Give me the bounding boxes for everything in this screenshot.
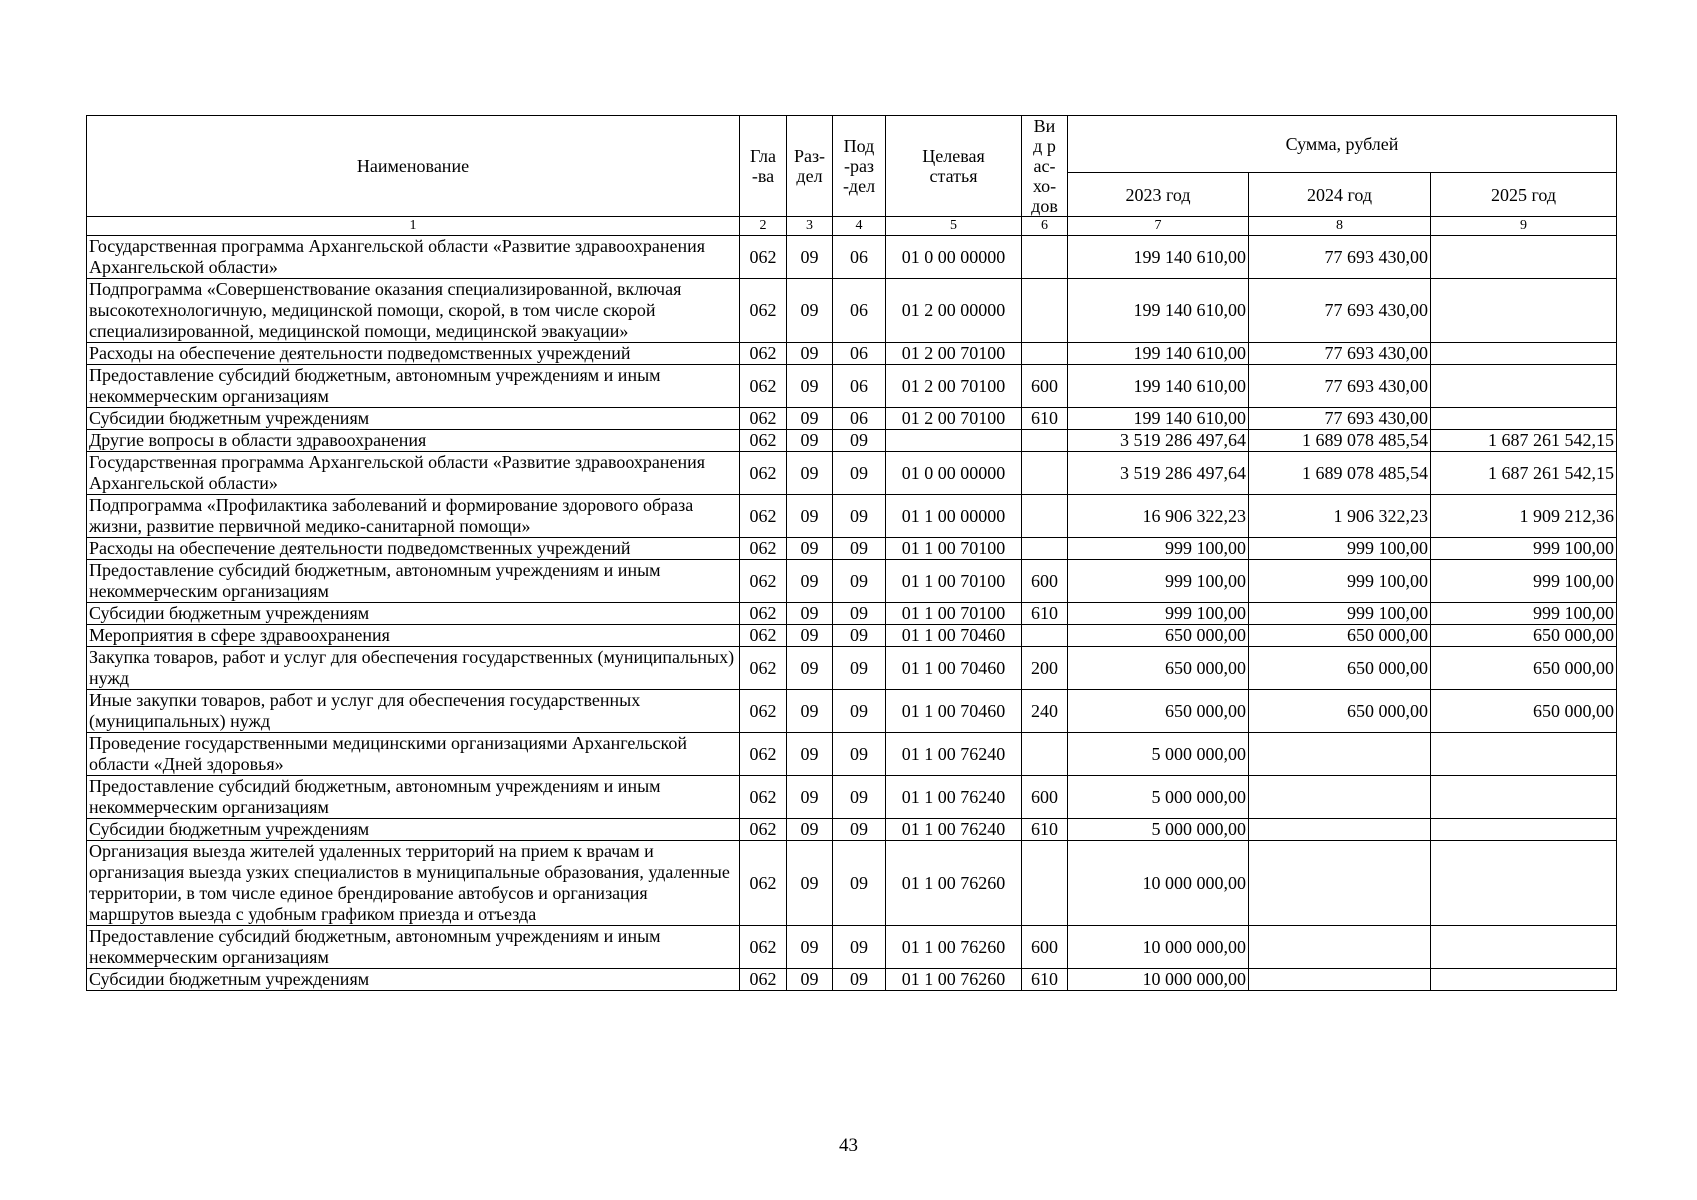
cell-name: Расходы на обеспечение деятельности подведомственных учреждений: [87, 343, 740, 365]
cell-target: 01 0 00 00000: [886, 452, 1022, 495]
cell-podrazdel: 09: [833, 452, 886, 495]
cell-razdel: 09: [787, 647, 833, 690]
cell-y2025: 999 100,00: [1431, 603, 1617, 625]
header-2024: 2024 год: [1249, 173, 1431, 217]
cell-glava: 062: [740, 236, 787, 279]
cell-y2025: [1431, 343, 1617, 365]
cell-glava: 062: [740, 495, 787, 538]
header-glava: Гла-ва: [740, 116, 787, 217]
cell-vid: 600: [1022, 365, 1068, 408]
cell-y2024: 77 693 430,00: [1249, 408, 1431, 430]
cell-y2023: 199 140 610,00: [1068, 408, 1249, 430]
cell-y2024: 650 000,00: [1249, 690, 1431, 733]
cell-name: Другие вопросы в области здравоохранения: [87, 430, 740, 452]
cell-y2025: 650 000,00: [1431, 647, 1617, 690]
cell-y2023: 650 000,00: [1068, 625, 1249, 647]
cell-name: Иные закупки товаров, работ и услуг для обеспечения государственных (муниципальных) нужд: [87, 690, 740, 733]
cell-y2024: [1249, 841, 1431, 926]
table-row: [87, 647, 1617, 690]
column-number: 3: [787, 217, 833, 236]
cell-vid: [1022, 538, 1068, 560]
cell-y2023: 10 000 000,00: [1068, 841, 1249, 926]
cell-target: 01 0 00 00000: [886, 236, 1022, 279]
page-number: 43: [839, 1135, 858, 1156]
cell-vid: 240: [1022, 690, 1068, 733]
cell-y2024: 77 693 430,00: [1249, 365, 1431, 408]
cell-y2023: 5 000 000,00: [1068, 819, 1249, 841]
cell-razdel: 09: [787, 733, 833, 776]
cell-razdel: 09: [787, 926, 833, 969]
cell-name: Закупка товаров, работ и услуг для обеспечения государственных (муниципальных) нужд: [87, 647, 740, 690]
cell-y2023: 999 100,00: [1068, 603, 1249, 625]
cell-target: 01 1 00 70460: [886, 690, 1022, 733]
table-row: [87, 495, 1617, 538]
cell-razdel: 09: [787, 365, 833, 408]
cell-vid: 200: [1022, 647, 1068, 690]
cell-y2023: 199 140 610,00: [1068, 236, 1249, 279]
cell-y2025: 650 000,00: [1431, 625, 1617, 647]
cell-razdel: 09: [787, 408, 833, 430]
cell-y2023: 5 000 000,00: [1068, 733, 1249, 776]
cell-razdel: 09: [787, 343, 833, 365]
cell-y2024: [1249, 926, 1431, 969]
column-number: 7: [1068, 217, 1249, 236]
cell-y2024: 77 693 430,00: [1249, 236, 1431, 279]
header-podrazdel: Под-раз-дел: [833, 116, 886, 217]
cell-target: 01 2 00 70100: [886, 343, 1022, 365]
table-row: [87, 236, 1617, 279]
table-row: [87, 279, 1617, 343]
table-row: [87, 343, 1617, 365]
cell-vid: [1022, 841, 1068, 926]
cell-y2024: 1 906 322,23: [1249, 495, 1431, 538]
cell-y2023: 999 100,00: [1068, 538, 1249, 560]
cell-razdel: 09: [787, 279, 833, 343]
column-number: 6: [1022, 217, 1068, 236]
cell-podrazdel: 09: [833, 603, 886, 625]
cell-y2024: [1249, 819, 1431, 841]
cell-y2025: 999 100,00: [1431, 538, 1617, 560]
table-row: [87, 408, 1617, 430]
cell-y2025: [1431, 365, 1617, 408]
table-row: [87, 430, 1617, 452]
cell-podrazdel: 09: [833, 733, 886, 776]
cell-target: 01 2 00 00000: [886, 279, 1022, 343]
cell-name: Мероприятия в сфере здравоохранения: [87, 625, 740, 647]
cell-vid: 610: [1022, 408, 1068, 430]
cell-target: 01 1 00 76240: [886, 733, 1022, 776]
table-row: [87, 452, 1617, 495]
cell-y2025: [1431, 776, 1617, 819]
cell-podrazdel: 06: [833, 365, 886, 408]
cell-vid: [1022, 625, 1068, 647]
cell-y2025: [1431, 408, 1617, 430]
cell-razdel: 09: [787, 430, 833, 452]
cell-glava: 062: [740, 538, 787, 560]
cell-y2024: 77 693 430,00: [1249, 279, 1431, 343]
cell-y2024: 650 000,00: [1249, 625, 1431, 647]
table-row: [87, 603, 1617, 625]
header-target: Целевая статья: [886, 116, 1022, 217]
cell-vid: [1022, 452, 1068, 495]
cell-y2024: 1 689 078 485,54: [1249, 430, 1431, 452]
table-row: [87, 819, 1617, 841]
cell-y2025: [1431, 236, 1617, 279]
table-body: [87, 236, 1617, 991]
cell-podrazdel: 09: [833, 776, 886, 819]
cell-name: Субсидии бюджетным учреждениям: [87, 969, 740, 991]
cell-y2025: 650 000,00: [1431, 690, 1617, 733]
cell-y2025: 1 909 212,36: [1431, 495, 1617, 538]
cell-razdel: 09: [787, 625, 833, 647]
table-row: [87, 733, 1617, 776]
column-number: 5: [886, 217, 1022, 236]
cell-name: Государственная программа Архангельской области «Развитие здравоохранения Архангельской области»: [87, 236, 740, 279]
cell-y2025: [1431, 841, 1617, 926]
cell-name: Государственная программа Архангельской области «Развитие здравоохранения Архангельской области»: [87, 452, 740, 495]
cell-y2023: 650 000,00: [1068, 690, 1249, 733]
cell-podrazdel: 09: [833, 538, 886, 560]
cell-target: 01 1 00 76260: [886, 841, 1022, 926]
cell-y2023: 10 000 000,00: [1068, 969, 1249, 991]
cell-y2025: 999 100,00: [1431, 560, 1617, 603]
cell-podrazdel: 09: [833, 926, 886, 969]
cell-target: 01 1 00 00000: [886, 495, 1022, 538]
cell-glava: 062: [740, 343, 787, 365]
table-row: [87, 560, 1617, 603]
cell-glava: 062: [740, 776, 787, 819]
cell-y2023: 5 000 000,00: [1068, 776, 1249, 819]
cell-glava: 062: [740, 733, 787, 776]
cell-target: 01 1 00 70100: [886, 603, 1022, 625]
cell-glava: 062: [740, 926, 787, 969]
column-number: 2: [740, 217, 787, 236]
cell-target: 01 1 00 70460: [886, 647, 1022, 690]
cell-glava: 062: [740, 408, 787, 430]
cell-y2025: [1431, 926, 1617, 969]
cell-vid: 600: [1022, 776, 1068, 819]
cell-glava: 062: [740, 841, 787, 926]
cell-glava: 062: [740, 452, 787, 495]
header-name: Наименование: [87, 116, 740, 217]
cell-glava: 062: [740, 365, 787, 408]
cell-razdel: 09: [787, 538, 833, 560]
cell-razdel: 09: [787, 841, 833, 926]
cell-podrazdel: 09: [833, 560, 886, 603]
cell-glava: 062: [740, 969, 787, 991]
column-number: 9: [1431, 217, 1617, 236]
cell-podrazdel: 06: [833, 343, 886, 365]
cell-glava: 062: [740, 819, 787, 841]
header-2023: 2023 год: [1068, 173, 1249, 217]
cell-glava: 062: [740, 625, 787, 647]
cell-y2024: [1249, 733, 1431, 776]
cell-y2023: 199 140 610,00: [1068, 343, 1249, 365]
cell-name: Предоставление субсидий бюджетным, автономным учреждениям и иным некоммерческим организациям: [87, 560, 740, 603]
cell-target: 01 1 00 76240: [886, 776, 1022, 819]
cell-podrazdel: 09: [833, 819, 886, 841]
budget-table: [86, 115, 1617, 991]
header-sum: Сумма, рублей: [1068, 116, 1617, 173]
cell-podrazdel: 09: [833, 495, 886, 538]
cell-razdel: 09: [787, 452, 833, 495]
column-number: 4: [833, 217, 886, 236]
cell-vid: [1022, 236, 1068, 279]
cell-vid: 600: [1022, 560, 1068, 603]
cell-target: 01 1 00 76240: [886, 819, 1022, 841]
cell-y2023: 16 906 322,23: [1068, 495, 1249, 538]
cell-y2024: 1 689 078 485,54: [1249, 452, 1431, 495]
cell-glava: 062: [740, 560, 787, 603]
cell-razdel: 09: [787, 776, 833, 819]
cell-y2023: 199 140 610,00: [1068, 365, 1249, 408]
cell-target: 01 2 00 70100: [886, 365, 1022, 408]
cell-vid: [1022, 343, 1068, 365]
cell-glava: 062: [740, 430, 787, 452]
cell-y2025: 1 687 261 542,15: [1431, 452, 1617, 495]
cell-y2024: [1249, 969, 1431, 991]
column-number: 8: [1249, 217, 1431, 236]
cell-y2023: 999 100,00: [1068, 560, 1249, 603]
cell-podrazdel: 09: [833, 969, 886, 991]
header-vid: Вид рас-хо-дов: [1022, 116, 1068, 217]
cell-podrazdel: 09: [833, 841, 886, 926]
cell-target: 01 1 00 76260: [886, 926, 1022, 969]
cell-name: Проведение государственными медицинскими организациями Архангельской области «Дней здоровья»: [87, 733, 740, 776]
cell-razdel: 09: [787, 690, 833, 733]
header-razdel: Раз-дел: [787, 116, 833, 217]
cell-podrazdel: 09: [833, 690, 886, 733]
table-row: [87, 926, 1617, 969]
cell-name: Подпрограмма «Профилактика заболеваний и формирование здорового образа жизни, развитие первичной медико-санитарной помощи»: [87, 495, 740, 538]
cell-y2025: [1431, 733, 1617, 776]
cell-y2024: 650 000,00: [1249, 647, 1431, 690]
cell-name: Субсидии бюджетным учреждениям: [87, 603, 740, 625]
cell-vid: [1022, 279, 1068, 343]
cell-y2024: 999 100,00: [1249, 603, 1431, 625]
cell-target: 01 1 00 70100: [886, 538, 1022, 560]
cell-y2023: 199 140 610,00: [1068, 279, 1249, 343]
cell-name: Подпрограмма «Совершенствование оказания специализированной, включая высокотехнологичную, медицинской помощи, скорой, в том числе скорой специализированной, медицинской помощи, медицинской эвакуации»: [87, 279, 740, 343]
cell-y2024: 77 693 430,00: [1249, 343, 1431, 365]
cell-razdel: 09: [787, 560, 833, 603]
cell-name: Расходы на обеспечение деятельности подведомственных учреждений: [87, 538, 740, 560]
cell-target: 01 1 00 70460: [886, 625, 1022, 647]
cell-name: Предоставление субсидий бюджетным, автономным учреждениям и иным некоммерческим организациям: [87, 926, 740, 969]
cell-name: Предоставление субсидий бюджетным, автономным учреждениям и иным некоммерческим организациям: [87, 776, 740, 819]
cell-name: Предоставление субсидий бюджетным, автономным учреждениям и иным некоммерческим организациям: [87, 365, 740, 408]
cell-glava: 062: [740, 603, 787, 625]
cell-target: 01 1 00 76260: [886, 969, 1022, 991]
cell-glava: 062: [740, 279, 787, 343]
cell-target: 01 2 00 70100: [886, 408, 1022, 430]
cell-y2023: 3 519 286 497,64: [1068, 452, 1249, 495]
cell-y2025: [1431, 279, 1617, 343]
cell-vid: [1022, 733, 1068, 776]
cell-podrazdel: 06: [833, 279, 886, 343]
table-row: [87, 776, 1617, 819]
column-number: 1: [87, 217, 740, 236]
cell-y2025: [1431, 819, 1617, 841]
cell-y2023: 3 519 286 497,64: [1068, 430, 1249, 452]
table-row: [87, 969, 1617, 991]
cell-vid: 610: [1022, 969, 1068, 991]
cell-name: Субсидии бюджетным учреждениям: [87, 408, 740, 430]
cell-vid: [1022, 495, 1068, 538]
cell-podrazdel: 09: [833, 625, 886, 647]
table-row: [87, 690, 1617, 733]
cell-podrazdel: 09: [833, 647, 886, 690]
cell-name: Субсидии бюджетным учреждениям: [87, 819, 740, 841]
cell-y2024: 999 100,00: [1249, 560, 1431, 603]
cell-target: [886, 430, 1022, 452]
cell-razdel: 09: [787, 236, 833, 279]
table-row: [87, 538, 1617, 560]
cell-y2025: [1431, 969, 1617, 991]
cell-vid: 600: [1022, 926, 1068, 969]
cell-y2023: 650 000,00: [1068, 647, 1249, 690]
cell-y2024: [1249, 776, 1431, 819]
cell-glava: 062: [740, 647, 787, 690]
cell-podrazdel: 06: [833, 408, 886, 430]
cell-glava: 062: [740, 690, 787, 733]
cell-vid: [1022, 430, 1068, 452]
cell-name: Организация выезда жителей удаленных территорий на прием к врачам и организация выезда узких специалистов в муниципальные образования, удаленные территории, в том числе единое брендирование автобусов и организация маршрутов выезда с удобным графиком приезда и отъезда: [87, 841, 740, 926]
table-row: [87, 365, 1617, 408]
cell-podrazdel: 06: [833, 236, 886, 279]
cell-y2023: 10 000 000,00: [1068, 926, 1249, 969]
cell-vid: 610: [1022, 603, 1068, 625]
cell-razdel: 09: [787, 603, 833, 625]
cell-podrazdel: 09: [833, 430, 886, 452]
table-row: [87, 625, 1617, 647]
header-2025: 2025 год: [1431, 173, 1617, 217]
cell-target: 01 1 00 70100: [886, 560, 1022, 603]
cell-y2024: 999 100,00: [1249, 538, 1431, 560]
cell-vid: 610: [1022, 819, 1068, 841]
column-numbers-row: [87, 217, 1617, 236]
cell-razdel: 09: [787, 495, 833, 538]
cell-y2025: 1 687 261 542,15: [1431, 430, 1617, 452]
cell-razdel: 09: [787, 819, 833, 841]
table-row: [87, 841, 1617, 926]
cell-razdel: 09: [787, 969, 833, 991]
